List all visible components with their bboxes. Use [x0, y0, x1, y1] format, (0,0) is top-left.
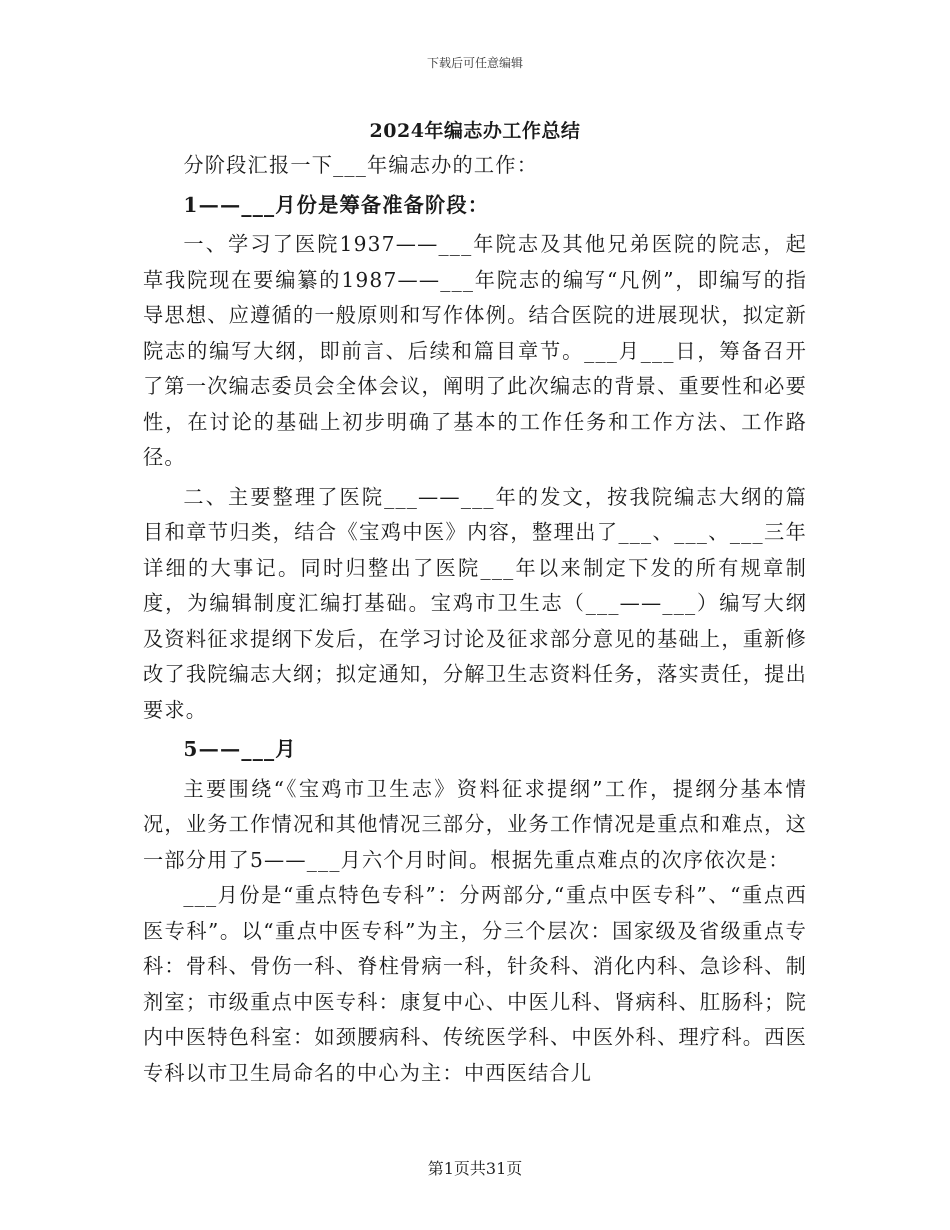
- page-number: 第1页共31页: [427, 1159, 523, 1178]
- page-header-note: 下载后可任意编辑: [426, 56, 523, 70]
- paragraph-study-history: 一、学习了医院1937——___年院志及其他兄弟医院的院志，起草我院现在要编纂的1987——___年院志的编写“凡例”，即编写的指导思想、应遵循的一般原则和写作体例。结合医院的进展现状，拟定新院志的编写大纲，即前言、后续和篇目章节。___月___日，筹备召开了第一次编志委员会全体会议，阐明了此次编志的背景、重要性和必要性，在讨论的基础上初步明确了基本的工作任务和工作方法、工作路径。: [143, 232, 807, 469]
- intro-paragraph: 分阶段汇报一下___年编志办的工作：: [183, 153, 539, 177]
- section-heading-preparation: 1——___月份是筹备准备阶段：: [183, 192, 490, 217]
- document-title: 2024年编志办工作总结: [369, 120, 581, 142]
- paragraph-organize-documents: 二、主要整理了医院___——___年的发文，按我院编志大纲的篇目和章节归类，结合《宝鸡中医》内容，整理出了___、___、___三年详细的大事记。同时归整出了医院___年以来制定下发的所有规章制度，为编辑制度汇编打基础。宝鸡市卫生志（___——___）编写大纲及资料征求提纲下发后，在学习讨论及征求部分意见的基础上，重新修改了我院编志大纲；拟定通知，分解卫生志资料任务，落实责任，提出要求。: [143, 484, 807, 722]
- document-body: [143, 148, 807, 1091]
- paragraph-data-collection: 主要围绕“《宝鸡市卫生志》资料征求提纲”工作，提纲分基本情况，业务工作情况和其他情况三部分，业务工作情况是重点和难点，这一部分用了5——___月六个月时间。根据先重点难点的次序依次是：: [143, 776, 807, 872]
- paragraph-key-specialties: ___月份是“重点特色专科”：分两部分,“重点中医专科”、“重点西医专科”。以“重点中医专科”为主，分三个层次：国家级及省级重点专科：骨科、骨伤一科、脊柱骨病一科，针灸科、消化内科、急诊科、制剂室；市级重点中医专科：康复中心、中医儿科、肾病科、肛肠科；院内中医特色科室：如颈腰病科、传统医学科、中医外科、理疗科。西医专科以市卫生局命名的中心为主：中西医结合儿: [143, 883, 807, 1085]
- section-heading-may: 5——___月: [183, 737, 297, 761]
